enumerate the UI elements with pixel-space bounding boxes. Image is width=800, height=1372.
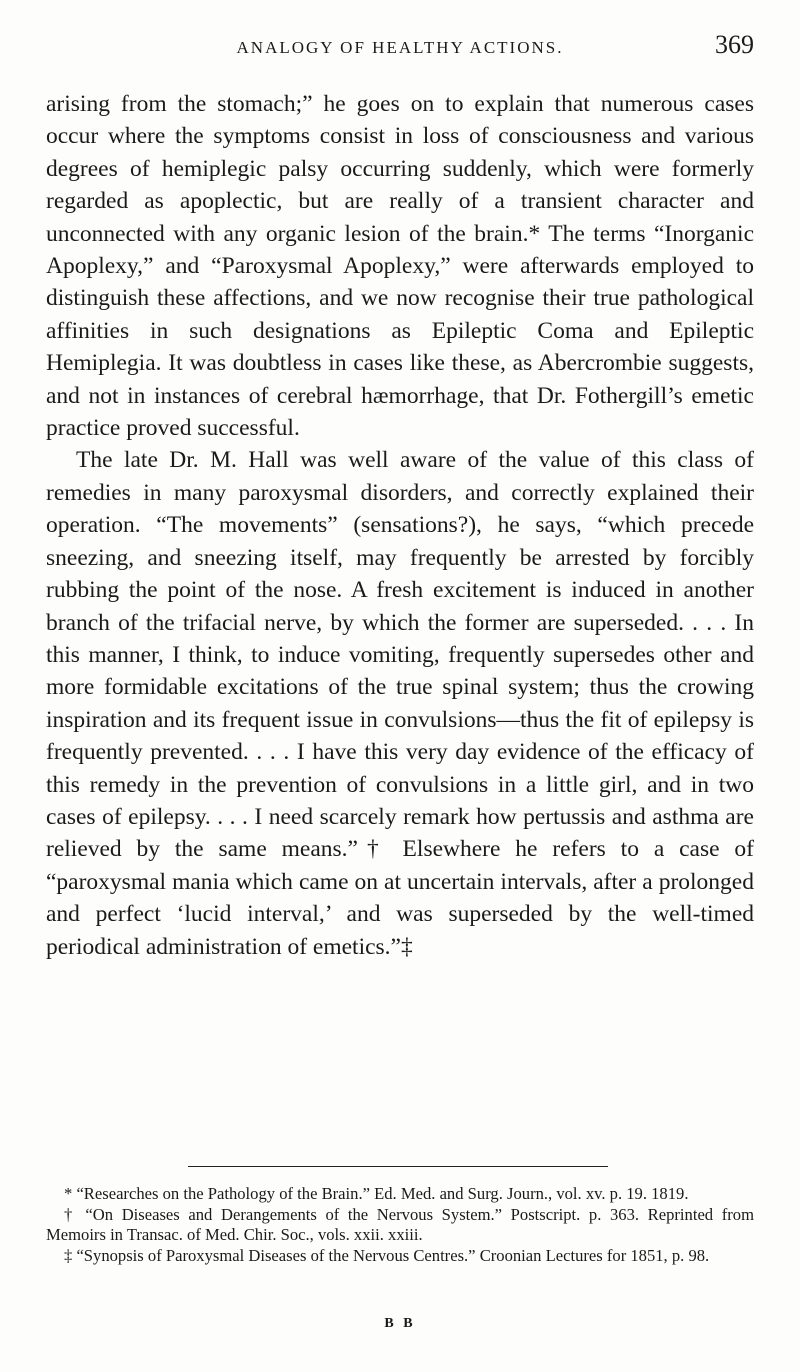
footnote-1: * “Researches on the Pathology of the Brain.” Ed. Med. and Surg. Journ., vol. xv. p. 19. 1819. [64, 1184, 689, 1203]
running-head [46, 30, 754, 66]
running-title: ANALOGY OF HEALTHY ACTIONS. [236, 38, 564, 57]
footnotes [46, 1184, 754, 1266]
footnote-2: † “On Diseases and Derangements of the Nervous System.” Postscript. p. 363. Reprinted from Memoirs in Transac. of Med. Chir. Soc., vols. xxii. xxiii. [46, 1204, 754, 1244]
footnote-3: ‡ “Synopsis of Paroxysmal Diseases of the Nervous Centres.” Croonian Lectures for 1851, p. 98. [64, 1245, 710, 1265]
paragraph-1: arising from the stomach;” he goes on to explain that numerous cases occur where the symptoms consist in loss of consciousness and various degrees of hemiplegic palsy occurring suddenly, which were formerly regarded as apoplectic, but are really of a transient character and unconnected with any organic lesion of the brain.* The terms “Inorganic Apoplexy,” and “Paroxysmal Apoplexy,” were afterwards employed to distinguish these affections, and we now recognise their true pathological affinities in such designations as Epileptic Coma and Epileptic Hemiplegia. It was doubtless in cases like these, as Abercrombie suggests, and not in instances of cerebral hæmorrhage, that Dr. Fothergill’s emetic practice proved successful. [46, 91, 754, 442]
footnote-rule [188, 1166, 608, 1167]
page-number: 369 [715, 30, 754, 59]
signature-mark: B B [384, 1316, 416, 1331]
paragraph-2: The late Dr. M. Hall was well aware of the value of this class of remedies in many paroxysmal disorders, and correctly explained their operation. “The movements” (sensations?), he says, “which precede sneezing, and sneezing itself, may frequently be arrested by forcibly rubbing the point of the nose. A fresh excitement is induced in another branch of the trifacial nerve, by which the former are superseded. . . . In this manner, I think, to induce vomiting, frequently supersedes other and more formidable excitations of the true spinal system; thus the crowing inspiration and its frequent issue in convulsions—thus the fit of epilepsy is frequently prevented. . . . I have this very day evidence of the efficacy of this remedy in the prevention of convulsions in a little girl, and in two cases of epilepsy. . . . I need scarcely remark how pertussis and asthma are relieved by the same means.”† Elsewhere he refers to a case of “paroxysmal mania which came on at uncertain intervals, after a prolonged and perfect ‘lucid interval,’ and was superseded by the well-timed periodical administration of emetics.”‡ [46, 447, 754, 960]
body-text [46, 88, 754, 963]
